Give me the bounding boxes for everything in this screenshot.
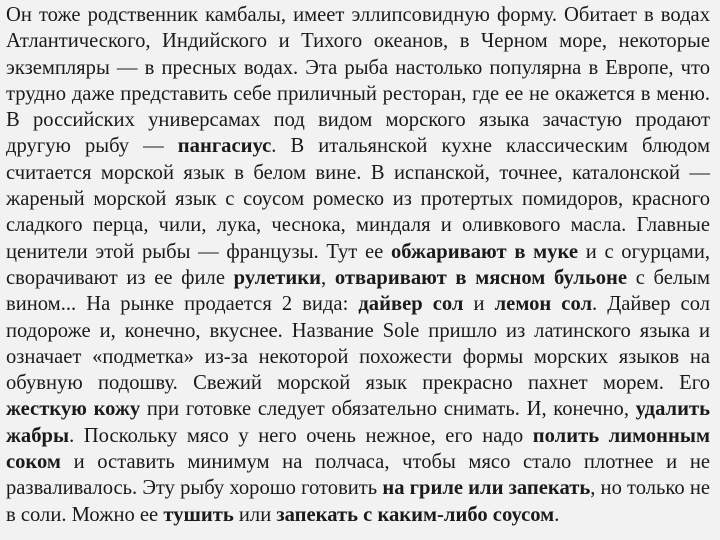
text-run: Он тоже родственник камбалы, имеет эллипсовидную форму. Обитает в водах Атлантического, Индийского и Тихого океанов, в Черном море, некоторые экземпляры — в пресных водах. Эта рыба настолько популярна в Европе, что трудно даже представить себе приличный ресторан, где ее не окажется в меню. В российских универсамах под видом морского языка зачастую продают другую рыбу — [6,4,710,158]
emphasized-text: на гриле или запекать [382,477,591,500]
emphasized-text: отваривают в мясном бульоне [334,266,628,289]
text-run: при готовке следует обязательно снимать. И, конечно, [140,398,636,421]
emphasized-text: рулетики [233,266,322,289]
emphasized-text: полить лимонным соком [6,424,710,474]
text-run: или [233,503,277,526]
body-paragraph [6,2,710,528]
emphasized-text: запекать с каким-либо соусом [276,503,555,526]
text-run: с белым вином... На рынке продается 2 вида: [6,266,710,316]
text-run: и с огурцами, сворачивают из ее филе [6,240,710,289]
text-run: . [554,503,560,526]
emphasized-text: тушить [163,503,234,526]
text-run: и [463,293,495,316]
text-run: . В итальянской кухне классическим блюдом считается морской язык в белом вине. В испанской, точнее, каталонской — жареный морской язык с соусом ромеско из протертых помидоров, красного сладкого перца, чили, лука, чеснока, миндаля и оливкового масла. Главные ценители этой рыбы — французы. Тут ее [6,135,710,263]
emphasized-text: жесткую кожу [6,398,141,421]
text-run: . Дайвер сол подороже и, конечно, вкуснее. Название Sole пришло из латинского языка и означает «подметка» из-за некоторой похожести формы морских языков на обувную подошву. Свежий морской язык прекрасно пахнет морем. Его [6,293,711,395]
emphasized-text: удалить жабры [6,398,710,447]
emphasized-text: дайвер сол [358,293,464,316]
emphasized-text: обжаривают в муке [390,240,578,263]
text-run: , но только не в соли. Можно ее [6,477,711,526]
text-run: , [321,266,335,289]
text-run: и оставить минимум на полчаса, чтобы мясо стало плотнее и не разваливалось. Эту рыбу хорошо готовить [6,451,710,500]
text-run: . Поскольку мясо у него очень нежное, его надо [69,424,533,447]
emphasized-text: лемон сол [494,293,593,316]
emphasized-text: пангасиус [177,135,272,158]
